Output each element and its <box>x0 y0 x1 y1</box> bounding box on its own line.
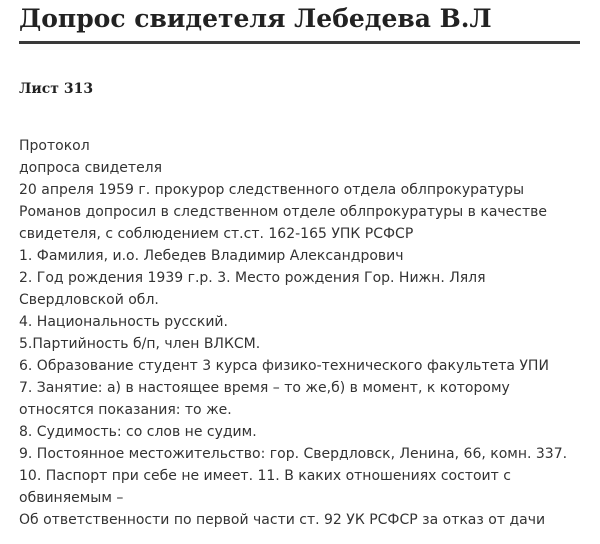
text-line: 20 апреля 1959 г. прокурор следственного отдела облпрокуратуры <box>19 182 525 198</box>
text-line: свидетеля, с соблюдением ст.ст. 162-165 УПК РСФСР <box>19 226 414 242</box>
text-line: относятся показания: то же. <box>19 402 232 418</box>
sheet-label: Лист 313 <box>19 81 94 97</box>
title-divider <box>19 41 580 44</box>
text-line: 7. Занятие: а) в настоящее время – то же,б) в момент, к которому <box>19 380 510 396</box>
text-line: 1. Фамилия, и.о. Лебедев Владимир Александрович <box>19 248 404 264</box>
text-line: Об ответственности по первой части ст. 92 УК РСФСР за отказ от дачи <box>19 512 546 528</box>
text-line: допроса свидетеля <box>19 160 163 176</box>
text-line: Свердловской обл. <box>19 292 159 308</box>
text-line: 2. Год рождения 1939 г.р. 3. Место рождения Гор. Нижн. Ляля <box>19 270 486 286</box>
text-line: Романов допросил в следственном отделе облпрокуратуры в качестве <box>19 204 548 220</box>
text-line: 4. Национальность русский. <box>19 314 228 330</box>
text-line: 9. Постоянное местожительство: гор. Свердловск, Ленина, 66, комн. 337. <box>19 446 568 462</box>
text-line: 6. Образование студент 3 курса физико-технического факультета УПИ <box>19 358 549 374</box>
text-line: обвиняемым – <box>19 490 124 506</box>
page-title: Допрос свидетеля Лебедева В.Л <box>19 4 492 33</box>
text-line: 10. Паспорт при себе не имеет. 11. В каких отношениях состоит с <box>19 468 511 484</box>
text-line: Протокол <box>19 138 90 154</box>
text-line: 8. Судимость: со слов не судим. <box>19 424 257 440</box>
protocol-text <box>19 135 567 531</box>
text-line: 5.Партийность б/п, член ВЛКСМ. <box>19 336 261 352</box>
